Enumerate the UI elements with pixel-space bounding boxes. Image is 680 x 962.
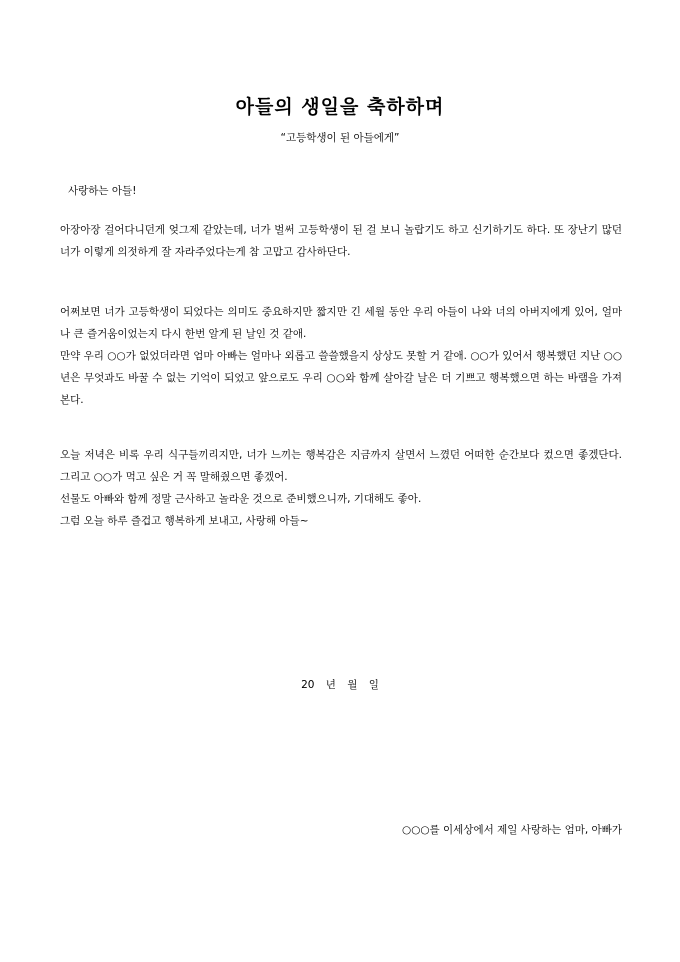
paragraph-line: 그럼 오늘 하루 즐겁고 행복하게 보내고, 사랑해 아들~: [60, 515, 309, 527]
paragraph-line: 선물도 아빠와 함께 정말 근사하고 놀라운 것으로 준비했으니까, 기대해도 좋아.: [60, 493, 422, 505]
letter-date: 20 년 월 일: [301, 679, 379, 691]
paragraph-line: 오늘 저녁은 비록 우리 식구들끼리지만, 너가 느끼는 행복감은 지금까지 살면서 느꼈던 어떠한 순간보다 컸으면 좋겠단다. 그리고 ○○가 먹고 싶은 거 꼭 말해줬으면 좋겠어.: [60, 449, 622, 483]
greeting: 사랑하는 아들!: [68, 185, 137, 197]
paragraph-line: 어쩌보면 너가 고등학생이 되었다는 의미도 중요하지만 짧지만 긴 세월 동안 우리 아들이 나와 너의 아버지에게 있어, 얼마나 큰 즐거움이었는지 다시 한번 알게 된 날인 것 같애.: [60, 306, 622, 340]
letter-signature: ○○○를 이세상에서 제일 사랑하는 엄마, 아빠가: [402, 824, 622, 836]
paragraph-2: [60, 301, 622, 411]
paragraph-line: 아장아장 걸어다니던게 엊그제 같았는데, 너가 벌써 고등학생이 된 걸 보니 놀랍기도 하고 신기하기도 하다. 또 장난기 많던 너가 이렇게 의젓하게 잘 자라주었다는게 참 고맙고 감사하단다.: [60, 224, 622, 258]
letter-subtitle: “고등학생이 된 아들에게”: [280, 132, 400, 144]
paragraph-line: 만약 우리 ○○가 없었더라면 엄마 아빠는 얼마나 외롭고 쓸쓸했을지 상상도 못할 거 같애. ○○가 있어서 행복했던 지난 ○○년은 무엇과도 바꿀 수 없는 기억이 되었고 앞으로도 우리 ○○와 함께 살아갈 날은 더 기쁘고 행복했으면 하는 바램을 가져본다.: [60, 350, 622, 406]
letter-title: 아들의 생일을 축하하며: [235, 96, 445, 118]
paragraph-1: [60, 219, 622, 263]
paragraph-3: [60, 444, 622, 532]
